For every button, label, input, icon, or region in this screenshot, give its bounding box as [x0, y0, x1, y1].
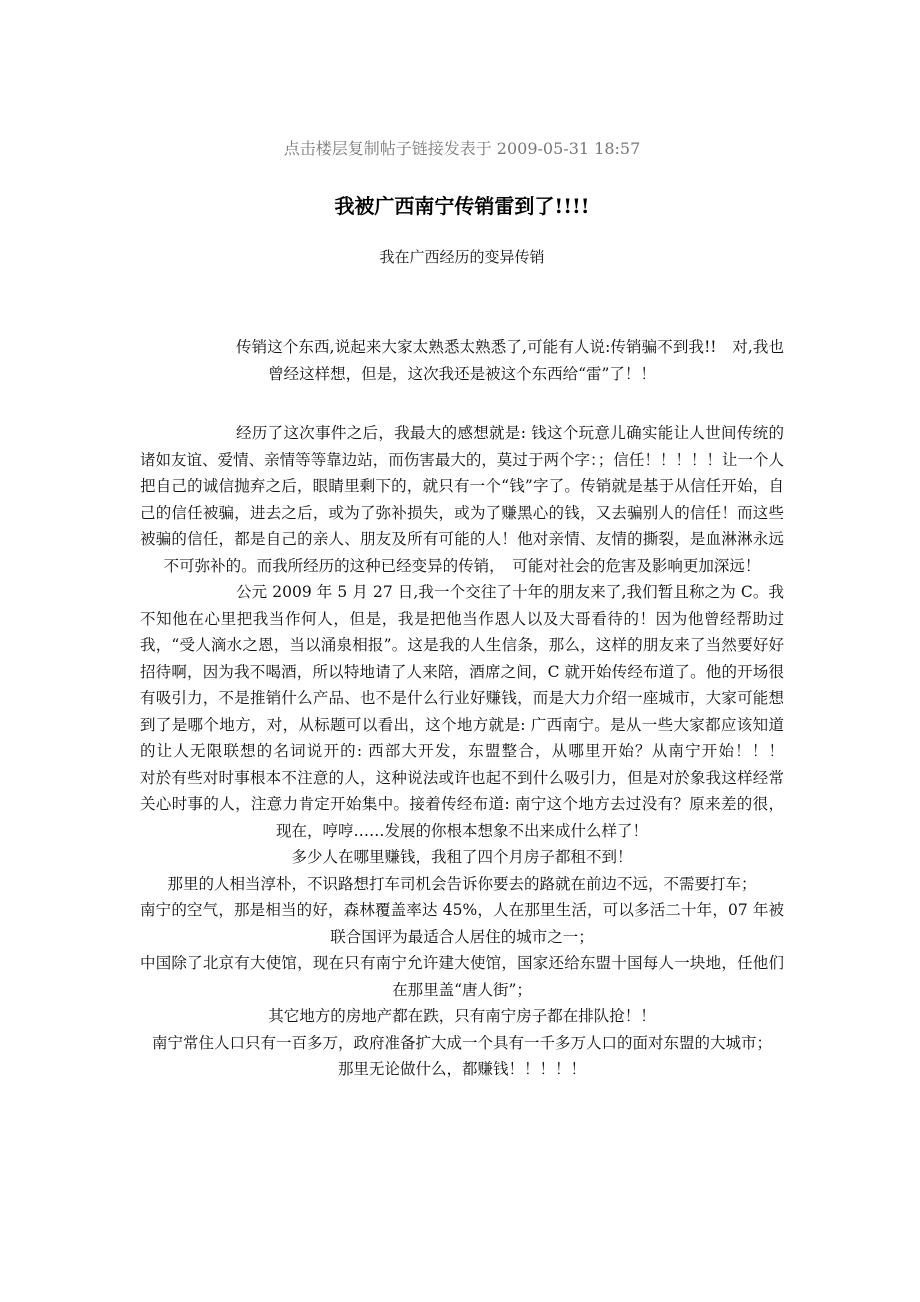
claim-item: 中国除了北京有大使馆，现在只有南宁允许建大使馆，国家还给东盟十国每人一块地，任他们在那里盖“唐人街”；: [140, 954, 784, 999]
article-body: [140, 334, 816, 1083]
post-meta-line: 点击楼层复制帖子链接发表于 2009-05-31 18:57: [283, 139, 641, 158]
claim-item: 南宁常住人口只有一百多万，政府准备扩大成一个具有一千多万人口的面对东盟的大城市；: [151, 1033, 772, 1052]
article-title: 我被广西南宁传销雷到了!!!!: [334, 194, 590, 218]
claim-item: 那里的人相当淳朴，不识路想打车司机会告诉你要去的路就在前边不远，不需要打车；: [167, 874, 757, 893]
article-subtitle: 我在广西经历的变异传销: [379, 248, 545, 266]
claim-item: 多少人在哪里赚钱，我租了四个月房子都租不到！: [291, 848, 633, 866]
paragraph-intro: 传销这个东西,说起来大家太熟悉太熟悉了,可能有人说:传销骗不到我!! 对,我也曾经这样想，但是，这次我还是被这个东西给“雷”了！！: [236, 338, 784, 383]
claim-item: 南宁的空气，那是相当的好，森林覆盖率达 45%，人在那里生活，可以多活二十年，07 年被联合国评为最适合人居住的城市之一；: [140, 901, 784, 946]
claim-item: 那里无论做什么，都赚钱！！！！！: [337, 1060, 586, 1078]
paragraph-story: 公元 2009 年 5 月 27 日,我一个交往了十年的朋友来了,我们暂且称之为 C。我不知他在心里把我当作何人，但是，我是把他当作恩人以及大哥看待的！因为他曾经帮助过我，“受人滴水之恩，当以涌泉相报”。这是我的人生信条，那么，这样的朋友来了当然要好好招待啊，因为我不喝酒，所以特地请了人来陪，酒席之间，C 就开始传经布道了。他的开场很有吸引力，不是推销什么产品、也不是什么行业好赚钱，而是大力介绍一座城市，大家可能想到了是哪个地方，对，从标题可以看出，这个地方就是: 广西南宁。是从一些大家都应该知道的让人无限联想的名词说开的: 西部大开发，东盟整合，从哪里开始？从南宁开始！！！ 对於有些对时事根本不注意的人，这种说法或许也起不到什么吸引力，但是对於象我这样经常关心时事的人，注意力肯定开始集中。接着传经布道: 南宁这个地方去过没有？原来差的很，现在，哼哼……发展的你根本想象不出来成什么样了！: [140, 583, 816, 840]
paragraph-reflection: 经历了这次事件之后，我最大的感想就是: 钱这个玩意儿确实能让人世间传统的诸如友谊、爱情、亲情等等靠边站，而伤害最大的，莫过于两个字：；信任！！！！！让一个人把自己的诚信抛弃之后，眼睛里剩下的，就只有一个“钱”字了。传销就是基于从信任开始，自己的信任被骗，进去之后，或为了弥补损失，或为了赚黑心的钱，又去骗别人的信任！而这些被骗的信任，都是自己的亲人、朋友及所有可能的人！他对亲情、友情的撕裂，是血淋淋永远不可弥补的。而我所经历的这种已经变异的传销， 可能对社会的危害及影响更加深远！: [140, 424, 784, 575]
claim-item: 其它地方的房地产都在跌，只有南宁房子都在排队抢！！: [268, 1007, 656, 1025]
paragraph-spacer: [140, 387, 784, 420]
